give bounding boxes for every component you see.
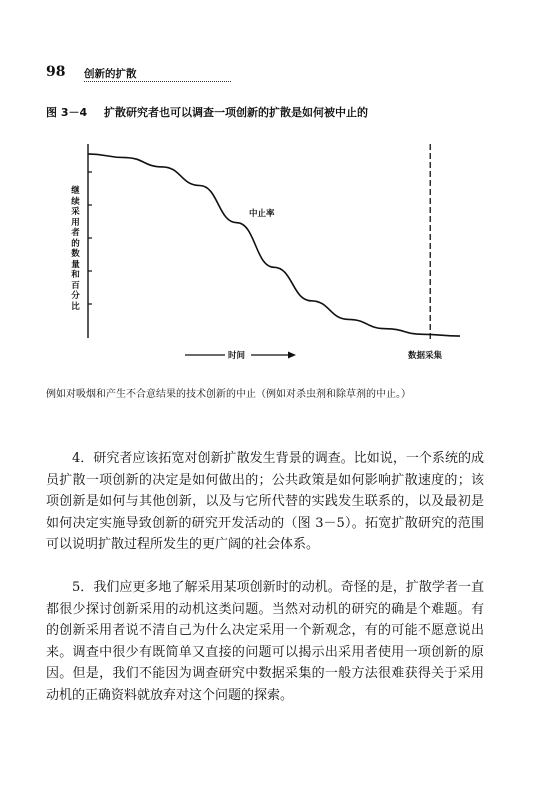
- figure-note: 例如对吸烟和产生不合意结果的技术创新的中止（例如对杀虫剂和除草剂的中止。）: [46, 389, 411, 400]
- figure-number: 图 3－4: [46, 106, 88, 119]
- running-head: 创新的扩散: [84, 68, 137, 80]
- chart-svg: [40, 128, 480, 378]
- time-arrow-head: [288, 352, 296, 359]
- x-axis-label: 时间: [228, 351, 246, 361]
- paragraph-5: 5．我们应更多地了解采用某项创新时的动机。奇怪的是，扩散学者一直都很少探讨创新采用的动机这类问题。当然对动机的研究的确是个难题。有的创新采用者说不清自己为什么决定采用一个新观念，有的可能不愿意说出来。调查中很少有既简单又直接的问题可以揭示出采用者使用一项创新的原因。但是，我们不能因为调查研究中数据采集的一般方法很难获得关于采用动机的正确资料就放弃对这个问题的探索。: [46, 580, 484, 703]
- marker-label: 数据采集: [408, 351, 443, 361]
- figure-title: 扩散研究者也可以调查一项创新的扩散是如何被中止的: [104, 106, 368, 119]
- page-number: 98: [46, 64, 66, 80]
- paragraph-4: 4．研究者应该拓宽对创新扩散发生背景的调查。比如说，一个系统的成员扩散一项创新的决定是如何做出的；公共政策是如何影响扩散速度的；该项创新是如何与其他创新，以及与它所代替的实践发生联系的，以及最初是如何决定实施导致创新的研究开发活动的（图 3－5）。拓宽扩散研究的范围可以说明扩散过程所发生的更广阔的社会体系。: [46, 451, 484, 552]
- discontinuance-curve: [88, 154, 460, 336]
- page-header: [46, 64, 231, 84]
- curve-label: 中止率: [249, 209, 275, 219]
- header-rule: [84, 81, 231, 82]
- y-axis-label: 继续采用者的数量和百分比: [71, 186, 80, 312]
- figure-caption: [46, 104, 368, 120]
- figure-3-4: [40, 128, 480, 378]
